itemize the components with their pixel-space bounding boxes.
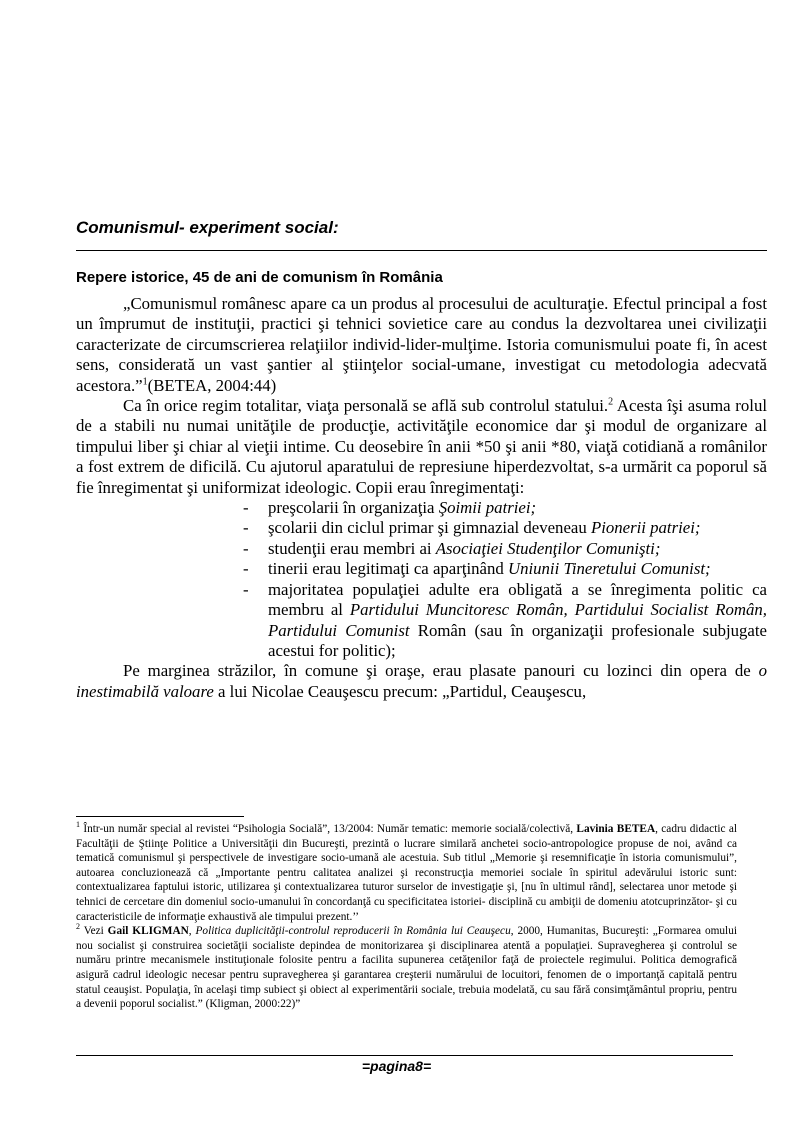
list-item bbox=[243, 498, 767, 518]
footnote-ref-1[interactable]: 1 bbox=[142, 376, 148, 388]
list-item bbox=[243, 580, 767, 662]
list-item-text: şcolarii din ciclul primar şi gimnazial deveneau bbox=[268, 518, 591, 538]
footnote-2-book-title: Politica duplicităţii-controlul reproducerii în România lui Ceauşecu bbox=[195, 925, 511, 938]
list-dash: - bbox=[243, 498, 249, 518]
list-item-italic: Uniunii Tineretului Comunist; bbox=[507, 559, 711, 579]
list-item-text: preşcolarii în organizaţia bbox=[268, 498, 439, 518]
footnote-2-number: 2 bbox=[76, 922, 80, 932]
footnotes bbox=[76, 822, 737, 1012]
body-text bbox=[76, 294, 767, 702]
paragraph-3 bbox=[76, 661, 767, 702]
list-item bbox=[243, 518, 767, 538]
list-item-italic: Partidului Muncitoresc Român, Partidului Socialist Român, Partidului Comunist bbox=[268, 600, 767, 640]
paragraph-3-text-a: Pe marginea străzilor, în comune şi oraşe, erau plasate panouri cu lozinci din opera de bbox=[123, 661, 759, 681]
list-item-italic: Asociaţiei Studenţilor Comunişti; bbox=[435, 538, 661, 558]
footnote-separator bbox=[76, 816, 244, 817]
footnote-1-number: 1 bbox=[76, 820, 80, 830]
paragraph-3-text-b: a lui Nicolae Ceauşescu precum: „Partidul, Ceauşescu, bbox=[213, 681, 587, 701]
footnote-1-text-b: , cadru didactic al Facultăţii de Ştiinţe Politice a Universităţii din Bucureşti, prezintă o lucrare similară anchetei socio-antropologice propuse de noi, având ca tematică comunismul şi perspectivele de investigare socio-umană ale acestuia. Sub titlul „Memorie şi resemnificaţie în istoria comunismului”, autoarea concluzionează că „Importante pentru calitatea analizei şi reconstrucţia memoriei sociale în spiritul adevărului istoric sunt: contextualizarea faptului istoric, utilizarea şi contextualizarea tuturor surselor de investigaţie şi, [nu în ultimul rând], selectarea unor metode şi tehnici de cercetare din domeniul socio-umanului în concordanţă cu specificitatea istoriei- disciplină cu ambiţii de domeniu atotcuprinzător- şi cu caracteristicile de informaţie exhaustivă ale timpului prezent.’’ bbox=[76, 823, 738, 923]
list-item-italic: Şoimii patriei; bbox=[438, 498, 537, 518]
list-dash: - bbox=[243, 579, 249, 599]
list-dash: - bbox=[243, 518, 249, 538]
paragraph-1-text: „Comunismul românesc apare ca un produs al procesului de aculturaţie. Efectul principal a fost un împrumut de instituţii, practici şi tehnici sovietice care au condus la dezvoltarea unei civilizaţii caracterizate de circumscrierea relaţiilor individ-lider-mulţime. Istoria comunismului poate fi, în acest sens, considerată un vast şantier al ştiinţelor social-umane, investigat cu metodologia adecvată acestora.” bbox=[76, 294, 767, 395]
paragraph-2-text-b: Acesta îşi asuma rolul de a stabili nu numai unităţile de producţie, activităţile economice dar şi modul de organizare al timpului liber şi chiar al vieţii intime. Cu deosebire în anii *50 şi anii *80, viaţă cotidiană a românilor a fost extrem de dificilă. Cu ajutorul aparatului de represiune hiperdezvoltat, s-a urmărit ca poporul să fie înregimentat şi uniformizat ideologic. Copii erau înregimentaţi: bbox=[76, 396, 767, 497]
footnote-2-text-c: , 2000, Humanitas, Bucureşti: „Formarea omului nou socialist şi construirea societăţii socialiste depindea de monitorizarea şi disciplinarea atentă a populaţiei. Supravegherea şi controlul se număru printre mecanismele instituţionale folosite pentru a facilita supunerea cetăţenilor faţă de proiectele regimului. Politica demografică asigură cadrul ideologic necesar pentru supravegherea şi garantarea creşterii numărului de locuitori, fenomen de o importanţă capitală pentru statul ceauşist. Populaţia, în acelaşi timp subiect şi obiect al experimentării sociale, trebuia modelată, cu sau fără consimţământul propriu, pentru a devenii poporul socialist.” (Kligman, 2000:22)” bbox=[76, 925, 737, 1011]
paragraph-3-italic: o inestimabilă valoare bbox=[76, 661, 767, 701]
paragraph-1-citation: (BETEA, 2004:44) bbox=[147, 375, 277, 395]
list-item-text: majoritatea populaţiei adulte era obligată a se înregimenta politic ca membru al bbox=[268, 579, 767, 620]
page-bottom-divider bbox=[76, 1055, 733, 1056]
paragraph-2-text-a: Ca în orice regim totalitar, viaţa personală se află sub controlul statului. bbox=[123, 396, 609, 416]
footnote-1 bbox=[76, 822, 737, 924]
section-title: Comunismul- experiment social: bbox=[76, 218, 339, 237]
list-item bbox=[243, 559, 767, 579]
footnote-2-author: Gail KLIGMAN bbox=[107, 925, 189, 938]
list-dash: - bbox=[243, 538, 249, 558]
footnote-2-text-a: Vezi bbox=[80, 925, 108, 938]
page-number-label: =pagina8= bbox=[361, 1058, 432, 1074]
subtitle: Repere istorice, 45 de ani de comunism în România bbox=[76, 269, 443, 286]
list-dash: - bbox=[243, 559, 249, 579]
footnote-2-text-b: , bbox=[188, 925, 196, 938]
list-item-text: tinerii erau legitimaţi ca aparţinând bbox=[268, 559, 508, 579]
footnote-1-text-a: Într-un număr special al revistei “Psihologia Socială”, 13/2004: Număr tematic: memorie socială/colectivă, bbox=[80, 823, 577, 835]
footnote-1-author: Lavinia BETEA bbox=[576, 823, 656, 835]
footnote-2 bbox=[76, 924, 737, 1012]
indoctrination-list bbox=[76, 498, 767, 661]
paragraph-2 bbox=[76, 396, 767, 498]
list-item bbox=[243, 539, 767, 559]
list-item-text: studenţii erau membri ai bbox=[268, 538, 436, 558]
list-item-tail: Român (sau în organizaţii profesionale subjugate acestui for politic); bbox=[268, 620, 767, 660]
title-divider bbox=[76, 250, 767, 251]
paragraph-1 bbox=[76, 294, 767, 396]
footnote-ref-2[interactable]: 2 bbox=[608, 396, 614, 408]
list-item-italic: Pionerii patriei; bbox=[590, 518, 701, 538]
